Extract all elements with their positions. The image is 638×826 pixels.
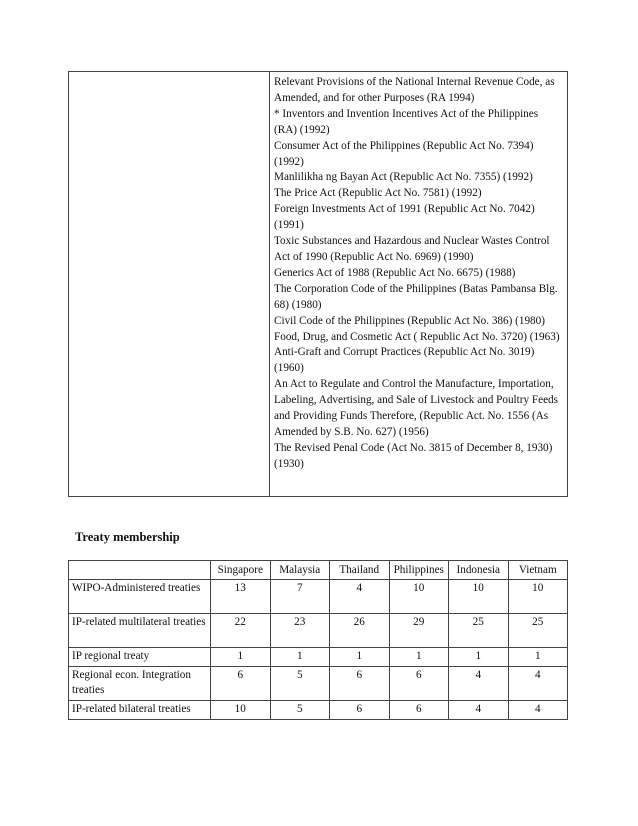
- laws-empty-cell: [69, 72, 270, 497]
- column-header: Vietnam: [508, 561, 568, 580]
- table-cell: 1: [330, 648, 390, 667]
- table-row: [69, 648, 568, 667]
- law-item: The Revised Penal Code (Act No. 3815 of December 8, 1930) (1930): [274, 441, 553, 470]
- table-cell: 4: [330, 580, 390, 614]
- table-cell: 6: [211, 667, 271, 701]
- laws-table: [68, 71, 568, 497]
- table-row: [69, 667, 568, 701]
- law-item: Anti-Graft and Corrupt Practices (Republic Act No. 3019) (1960): [274, 346, 535, 375]
- table-cell: 6: [389, 667, 449, 701]
- laws-list-cell: [270, 72, 568, 497]
- table-cell: 22: [211, 614, 271, 648]
- table-cell: 1: [508, 648, 568, 667]
- law-item: Relevant Provisions of the National Internal Revenue Code, as Amended, and for other Purposes (RA 1994): [274, 76, 555, 104]
- column-header: Malaysia: [270, 561, 330, 580]
- law-item: Food, Drug, and Cosmetic Act ( Republic Act No. 3720) (1963): [274, 330, 560, 343]
- table-cell: 10: [449, 580, 509, 614]
- row-label: IP-related bilateral treaties: [69, 701, 211, 720]
- law-item: Manlilikha ng Bayan Act (Republic Act No. 7355) (1992): [274, 171, 533, 184]
- law-item: Toxic Substances and Hazardous and Nuclear Wastes Control Act of 1990 (Republic Act No. 6969) (1990): [274, 235, 550, 263]
- column-header: Philippines: [389, 561, 449, 580]
- table-cell: 1: [449, 648, 509, 667]
- table-cell: 6: [389, 701, 449, 720]
- row-label: WIPO-Administered treaties: [69, 580, 211, 614]
- table-cell: 4: [508, 701, 568, 720]
- row-label: IP regional treaty: [69, 648, 211, 667]
- table-cell: 25: [449, 614, 509, 648]
- table-cell: 1: [270, 648, 330, 667]
- column-header: Thailand: [330, 561, 390, 580]
- treaty-header-empty: [69, 561, 211, 580]
- table-cell: 4: [449, 701, 509, 720]
- table-row: [69, 614, 568, 648]
- column-header: Singapore: [211, 561, 271, 580]
- law-item: Generics Act of 1988 (Republic Act No. 6675) (1988): [274, 266, 516, 279]
- treaty-header-row: [69, 561, 568, 580]
- table-cell: 5: [270, 701, 330, 720]
- law-item: Civil Code of the Philippines (Republic Act No. 386) (1980): [274, 314, 545, 327]
- table-cell: 23: [270, 614, 330, 648]
- table-cell: 4: [508, 667, 568, 701]
- table-row: [69, 701, 568, 720]
- table-cell: 4: [449, 667, 509, 701]
- law-item: * Inventors and Invention Incentives Act of the Philippines (RA) (1992): [274, 107, 539, 136]
- table-cell: 6: [330, 667, 390, 701]
- table-cell: 26: [330, 614, 390, 648]
- table-cell: 13: [211, 580, 271, 614]
- law-item: Foreign Investments Act of 1991 (Republic Act No. 7042) (1991): [274, 203, 535, 232]
- law-item: An Act to Regulate and Control the Manufacture, Importation, Labeling, Advertising, and Sale of Livestock and Poultry Feeds and Providing Funds Therefore, (Republic Act. No. 1556 (As Amended by S.B. No. 627) (1956): [274, 378, 558, 438]
- table-row: [69, 580, 568, 614]
- table-cell: 25: [508, 614, 568, 648]
- column-header: Indonesia: [449, 561, 509, 580]
- table-cell: 1: [389, 648, 449, 667]
- treaty-table: [68, 560, 568, 720]
- law-item: The Corporation Code of the Philippines (Batas Pambansa Blg. 68) (1980): [274, 282, 558, 311]
- laws-list: [270, 72, 567, 473]
- table-cell: 1: [211, 648, 271, 667]
- table-cell: 7: [270, 580, 330, 614]
- section-title: Treaty membership: [75, 530, 180, 544]
- laws-table-row: [69, 72, 568, 497]
- table-cell: 5: [270, 667, 330, 701]
- row-label: Regional econ. Integration treaties: [69, 667, 211, 701]
- table-cell: 29: [389, 614, 449, 648]
- table-cell: 10: [508, 580, 568, 614]
- table-cell: 10: [211, 701, 271, 720]
- row-label: IP-related multilateral treaties: [69, 614, 211, 648]
- law-item: Consumer Act of the Philippines (Republic Act No. 7394) (1992): [274, 139, 534, 168]
- table-cell: 10: [389, 580, 449, 614]
- table-cell: 6: [330, 701, 390, 720]
- law-item: The Price Act (Republic Act No. 7581) (1992): [274, 187, 482, 200]
